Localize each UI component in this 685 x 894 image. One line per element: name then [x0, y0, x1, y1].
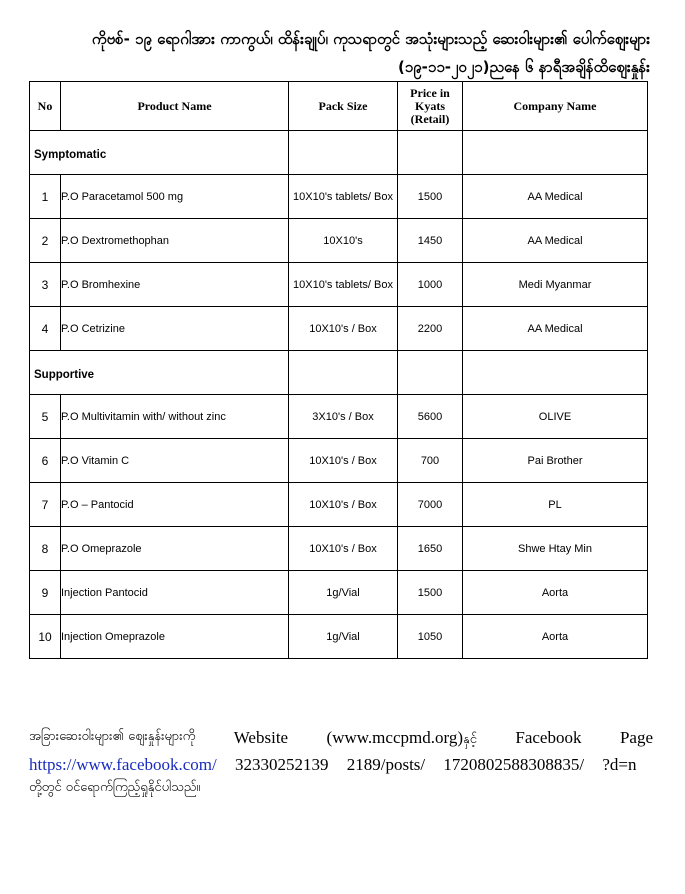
pack-size: 10X10's / Box — [289, 439, 398, 483]
table-row — [30, 483, 648, 527]
website-link[interactable]: (www.mccpmd.org)နှင့် — [326, 728, 477, 747]
facebook-page-label: Page — [619, 728, 653, 747]
product-name: P.O Paracetamol 500 mg — [61, 175, 289, 219]
price: 7000 — [398, 483, 463, 527]
product-name: P.O Vitamin C — [61, 439, 289, 483]
pack-size: 10X10's tablets/ Box — [289, 175, 398, 219]
table-row — [30, 615, 648, 659]
price: 1500 — [398, 175, 463, 219]
footer-intro: အခြားဆေးဝါးများ၏ ဈေးနှုန်းများကို — [29, 729, 196, 744]
company-name: OLIVE — [463, 395, 648, 439]
header-price-line1: Price in — [410, 85, 450, 100]
facebook-link[interactable]: https://www.facebook.com/ — [29, 755, 217, 774]
product-name: P.O Cetrizine — [61, 307, 289, 351]
table-row — [30, 571, 648, 615]
price: 700 — [398, 439, 463, 483]
facebook-label: Facebook — [515, 728, 582, 747]
table-row — [30, 439, 648, 483]
table-row — [30, 395, 648, 439]
header-price-line2: Kyats — [415, 98, 445, 113]
product-name: P.O Bromhexine — [61, 263, 289, 307]
pack-size: 10X10's tablets/ Box — [289, 263, 398, 307]
product-name: P.O Omeprazole — [61, 527, 289, 571]
row-number: 9 — [30, 571, 61, 615]
company-name: AA Medical — [463, 175, 648, 219]
category-label: Symptomatic — [34, 149, 107, 161]
price: 1650 — [398, 527, 463, 571]
company-name: AA Medical — [463, 307, 648, 351]
row-number: 8 — [30, 527, 61, 571]
company-name: AA Medical — [463, 219, 648, 263]
product-name: P.O Dextromethophan — [61, 219, 289, 263]
pack-size: 3X10's / Box — [289, 395, 398, 439]
row-number: 6 — [30, 439, 61, 483]
company-name: Medi Myanmar — [463, 263, 648, 307]
table-row — [30, 175, 648, 219]
product-name: Injection Pantocid — [61, 571, 289, 615]
pack-size: 10X10's / Box — [289, 483, 398, 527]
pack-size: 10X10's — [289, 219, 398, 263]
document-subtitle-date: (၁၉-၁၁-၂၀၂၁)ညနေ ၆ နာရီအချိန်ထိဈေးနှုန်း — [397, 58, 650, 76]
pack-size: 10X10's / Box — [289, 527, 398, 571]
row-number: 3 — [30, 263, 61, 307]
website-label: Website — [233, 728, 289, 747]
row-number: 5 — [30, 395, 61, 439]
product-name: Injection Omeprazole — [61, 615, 289, 659]
company-name: Aorta — [463, 615, 648, 659]
category-label: Supportive — [34, 369, 95, 381]
price: 5600 — [398, 395, 463, 439]
header-product-name: Product Name — [61, 82, 289, 131]
facebook-link-part4: ?d=n — [602, 755, 637, 774]
footer-note-line1 — [29, 728, 653, 750]
footer-note-line2 — [29, 755, 653, 775]
table-row — [30, 263, 648, 307]
document-title: ကိုဗစ်- ၁၉ ရောဂါအား ကာကွယ်၊ ထိန်းချုပ်၊ ကုသရာတွင် အသုံးများသည့် ဆေးဝါးများ၏ ပေါက်ဈေးများ — [91, 30, 650, 48]
category-row-symptomatic — [30, 131, 648, 175]
facebook-link-part3: 1720802588308835/ — [443, 755, 585, 774]
price-table — [29, 81, 648, 659]
pack-size: 10X10's / Box — [289, 307, 398, 351]
price: 2200 — [398, 307, 463, 351]
row-number: 1 — [30, 175, 61, 219]
company-name: Aorta — [463, 571, 648, 615]
header-pack-size: Pack Size — [289, 82, 398, 131]
header-price — [398, 82, 463, 131]
company-name: Shwe Htay Min — [463, 527, 648, 571]
product-name: P.O Multivitamin with/ without zinc — [61, 395, 289, 439]
header-price-line3: (Retail) — [410, 111, 450, 126]
row-number: 7 — [30, 483, 61, 527]
pack-size: 1g/Vial — [289, 615, 398, 659]
table-row — [30, 307, 648, 351]
table-header-row — [30, 82, 648, 131]
pack-size: 1g/Vial — [289, 571, 398, 615]
row-number: 10 — [30, 615, 61, 659]
table-row — [30, 219, 648, 263]
row-number: 4 — [30, 307, 61, 351]
row-number: 2 — [30, 219, 61, 263]
table-row — [30, 527, 648, 571]
price: 1050 — [398, 615, 463, 659]
product-name: P.O – Pantocid — [61, 483, 289, 527]
company-name: Pai Brother — [463, 439, 648, 483]
price: 1000 — [398, 263, 463, 307]
facebook-link-part2: 2189/posts/ — [346, 755, 426, 774]
facebook-link-part1: 32330252139 — [235, 755, 329, 774]
price: 1450 — [398, 219, 463, 263]
header-company-name: Company Name — [463, 82, 648, 131]
company-name: PL — [463, 483, 648, 527]
header-no: No — [30, 82, 61, 131]
footer-outro: တို့တွင် ဝင်ရောက်ကြည့်ရှုနိုင်ပါသည်။ — [29, 780, 201, 795]
price: 1500 — [398, 571, 463, 615]
category-row-supportive — [30, 351, 648, 395]
